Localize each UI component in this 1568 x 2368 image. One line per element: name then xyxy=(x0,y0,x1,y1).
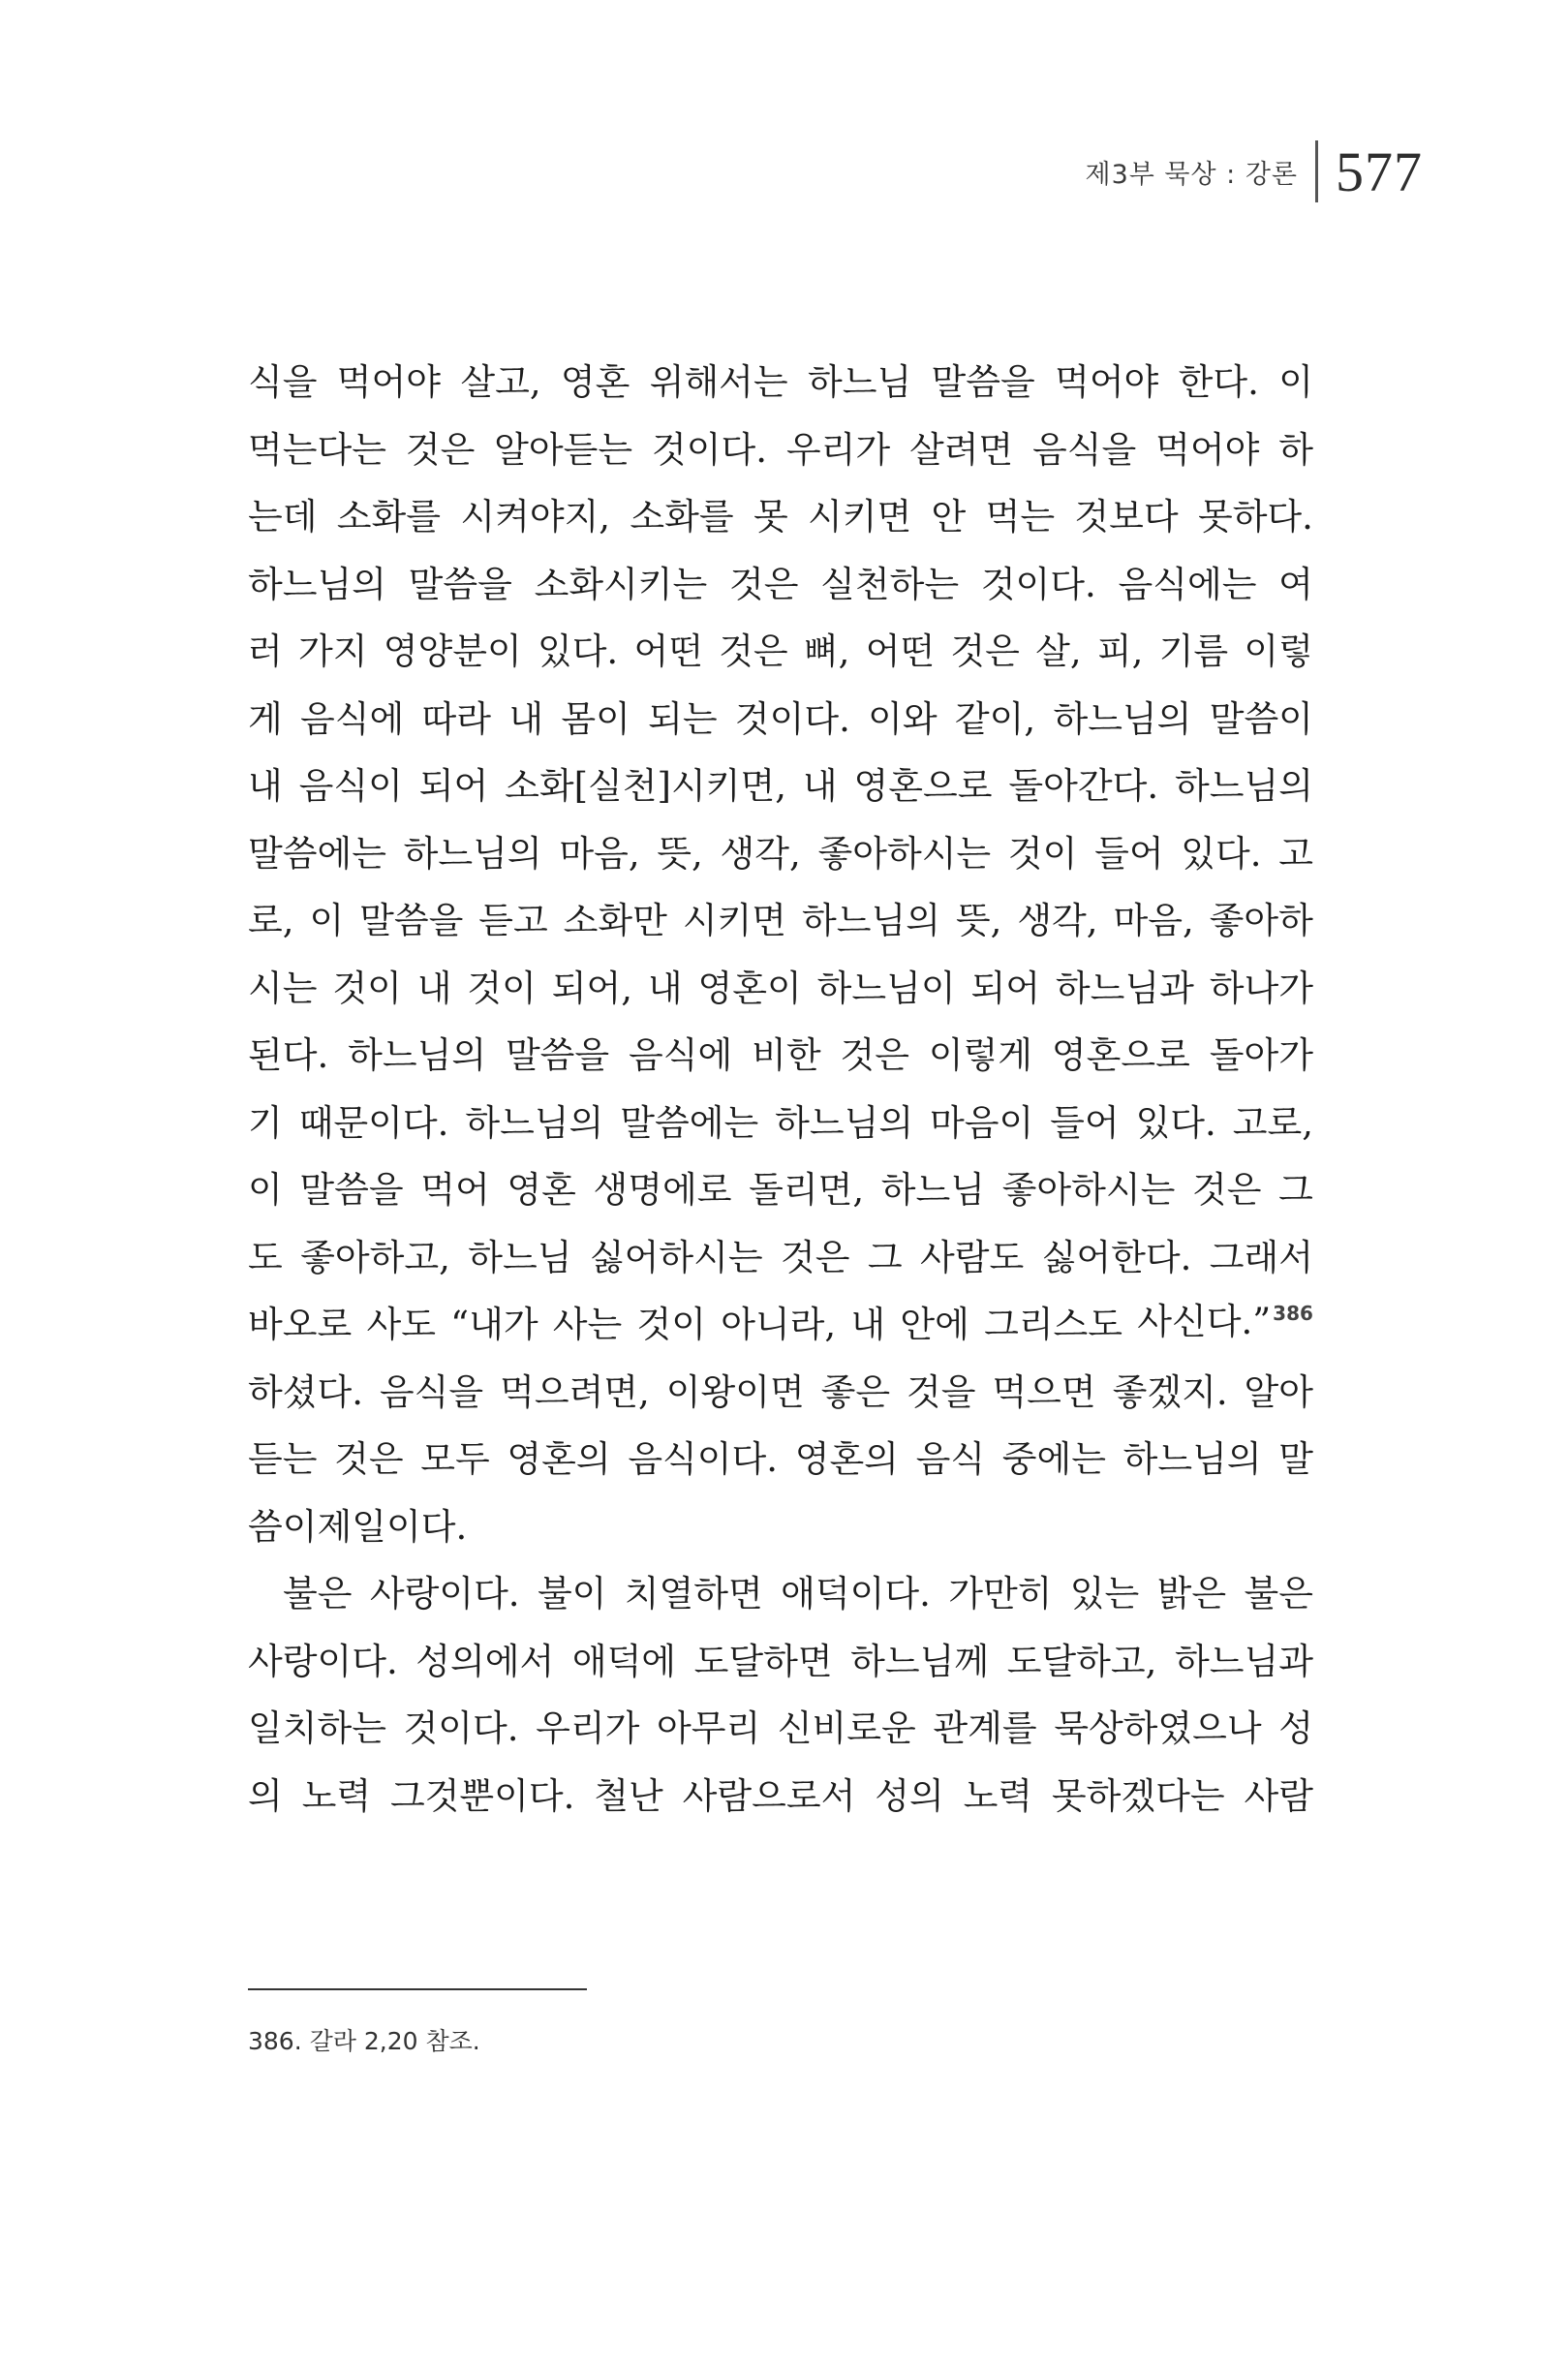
text-line xyxy=(248,1628,1313,1696)
word: 가만히 xyxy=(948,1573,1053,1615)
word: 하느님의 xyxy=(775,1101,914,1144)
word: 것은 xyxy=(719,630,788,672)
word: 음식에 xyxy=(629,1034,733,1076)
page-number: 577 xyxy=(1336,139,1423,203)
word: 도 xyxy=(248,1236,283,1278)
word: 하느님의 xyxy=(465,1101,604,1144)
word: 애덕에 xyxy=(571,1640,677,1682)
word: 좋아하 xyxy=(1209,900,1313,941)
text-line xyxy=(248,1090,1313,1157)
word: 못하겠다는 xyxy=(1051,1774,1225,1817)
word: 기 xyxy=(248,1101,283,1144)
word: 좋겠지. xyxy=(1112,1370,1228,1413)
word: 좋아하고, xyxy=(300,1236,450,1278)
word: 내 xyxy=(416,967,452,1009)
word: 살려면 xyxy=(908,428,1014,471)
word: 생각, xyxy=(720,832,801,875)
word: 말씀이 xyxy=(1209,697,1313,740)
word: 이 xyxy=(248,1169,283,1211)
word: 이와 xyxy=(868,697,938,740)
word: 성의에서 xyxy=(415,1640,555,1682)
text-line xyxy=(248,1359,1313,1427)
word: 바오로 xyxy=(248,1304,353,1345)
word: 하느님께 xyxy=(850,1640,990,1682)
word: 시키면 xyxy=(682,900,787,941)
word: 하느님과 xyxy=(1174,1640,1313,1682)
word: 기름 xyxy=(1158,630,1229,672)
word: 말 xyxy=(1278,1438,1313,1480)
word: 영양분이 xyxy=(383,630,522,672)
word: 하느님의 xyxy=(403,832,542,875)
word: 싫어하시는 xyxy=(589,1236,763,1278)
word: 영혼의 xyxy=(794,1438,899,1480)
word: 영혼 xyxy=(507,1169,576,1211)
text-line xyxy=(248,887,1313,955)
word: 위해서는 xyxy=(649,361,788,403)
word: 먹는 xyxy=(985,496,1056,538)
word: 좋아하시는 xyxy=(1001,1169,1176,1211)
word: 것이 xyxy=(1007,832,1078,875)
word: 소화를 xyxy=(630,496,734,538)
word: 하느님 xyxy=(468,1236,572,1278)
word: 있다. xyxy=(537,630,619,672)
word: 것은 xyxy=(840,1034,909,1076)
word: 식을 xyxy=(248,361,318,403)
word: 영혼으로 xyxy=(853,765,993,807)
word: 사람으로서 xyxy=(682,1774,856,1817)
word: 되어, xyxy=(551,967,633,1009)
word: 것이다. xyxy=(652,428,767,471)
word: 신비로운 xyxy=(777,1707,916,1749)
word: 내 xyxy=(850,1304,886,1345)
word: 피, xyxy=(1096,630,1144,672)
word: 것을 xyxy=(907,1370,976,1413)
word: 이렇 xyxy=(1244,630,1313,672)
word: 것이 xyxy=(467,967,537,1009)
word: 몸이 xyxy=(561,697,630,740)
word: 말씀에는 xyxy=(248,832,386,875)
word: 영혼으로 xyxy=(1051,1034,1190,1076)
word: 음식 xyxy=(915,1438,986,1480)
word: 그리스도 xyxy=(984,1304,1123,1345)
word: 것은 xyxy=(728,563,799,605)
word: 하느님의 xyxy=(801,900,940,941)
word: 음식이 xyxy=(298,765,403,807)
word: 그것뿐이다. xyxy=(389,1774,575,1817)
word: 것보다 xyxy=(1074,496,1179,538)
word: 못하다. xyxy=(1197,496,1313,538)
word: 말씀을 xyxy=(931,361,1035,403)
word: 그래서 xyxy=(1209,1236,1313,1278)
word: 것이 xyxy=(332,967,402,1009)
word: 하셨다. xyxy=(248,1370,363,1413)
word: 생명에로 xyxy=(593,1169,732,1211)
word: 사도 xyxy=(366,1304,436,1345)
word: 가지 xyxy=(298,630,368,672)
word: 내 xyxy=(508,697,544,740)
text-line-with-footnote xyxy=(248,1291,1313,1359)
word: 어떤 xyxy=(633,630,703,672)
text-line xyxy=(248,753,1313,820)
word: 알아듣는 xyxy=(494,428,633,471)
word: 도달하고, xyxy=(1006,1640,1157,1682)
word: 중에는 xyxy=(1001,1438,1106,1480)
word: 사는 xyxy=(552,1304,623,1345)
running-head xyxy=(1085,128,1423,215)
word: 고 xyxy=(1278,832,1313,875)
word: 이 xyxy=(1278,361,1313,403)
body-text xyxy=(248,349,1313,1830)
word: 불은 xyxy=(1244,1573,1313,1615)
word: 시켜야지, xyxy=(460,496,611,538)
word: 안에 xyxy=(900,1304,969,1345)
word: 하느님 xyxy=(880,1169,985,1211)
word: 그 xyxy=(1278,1169,1313,1211)
word: 말씀에는 xyxy=(620,1101,759,1144)
text-line xyxy=(248,1022,1313,1090)
word: 들어 xyxy=(1050,1101,1120,1144)
word: 소화[실천]시키면, xyxy=(505,765,786,807)
text-line xyxy=(248,1493,1313,1561)
word: 불이 xyxy=(537,1573,607,1615)
word: 듣고 xyxy=(478,900,548,941)
word: 것은 xyxy=(950,630,1020,672)
word: 돌리면, xyxy=(749,1169,865,1211)
word: 시키면 xyxy=(808,496,912,538)
word: 못 xyxy=(753,496,788,538)
word: 성의 xyxy=(875,1774,944,1817)
word: 아무리 xyxy=(656,1707,761,1749)
word: 먹어야 xyxy=(1155,428,1260,471)
word: 하느님의 xyxy=(1174,765,1313,807)
text-line xyxy=(248,551,1313,619)
word: 사람 xyxy=(1244,1774,1313,1817)
word: 로, xyxy=(248,900,294,941)
word: 사신다.” $^{386}$ xyxy=(1137,1301,1313,1342)
word: 된다. xyxy=(248,1034,329,1076)
word: 영혼 xyxy=(560,361,630,403)
word: 먹어야 xyxy=(1055,361,1159,403)
word: 의 xyxy=(248,1774,283,1817)
word: 말씀을 xyxy=(299,1169,404,1211)
word: 것은 xyxy=(1192,1169,1262,1211)
text-line xyxy=(248,483,1313,551)
word: 하느님과 xyxy=(1055,967,1194,1009)
text-line xyxy=(248,1763,1313,1830)
word: 하느님의 xyxy=(348,1034,487,1076)
word: 영혼의 xyxy=(507,1438,611,1480)
word: 것은 xyxy=(781,1236,850,1278)
text-line xyxy=(248,618,1313,686)
word: 여 xyxy=(1278,563,1313,605)
word: 내 xyxy=(647,967,683,1009)
word: 싫어한다. xyxy=(1041,1236,1192,1278)
text-line xyxy=(248,1156,1313,1224)
word: 노력 xyxy=(963,1774,1033,1817)
word: 살고, xyxy=(460,361,541,403)
text-line xyxy=(248,955,1313,1023)
word: 제일이다. xyxy=(317,1505,468,1548)
word: 내 xyxy=(802,765,838,807)
word: 같이, xyxy=(954,697,1036,740)
word: 것은 xyxy=(334,1438,404,1480)
word: 뜻, xyxy=(657,832,703,875)
word: 있는 xyxy=(1069,1573,1140,1615)
word: 사람도 xyxy=(920,1236,1025,1278)
word: 그 xyxy=(867,1236,903,1278)
word: 소화만 xyxy=(563,900,667,941)
text-line xyxy=(248,1224,1313,1292)
word: 먹어야 xyxy=(336,361,442,403)
text-line xyxy=(248,820,1313,888)
word: 시는 xyxy=(248,967,318,1009)
word: 하느님의 xyxy=(1053,697,1192,740)
text-line xyxy=(248,349,1313,416)
text-line xyxy=(248,1426,1313,1493)
word: 돌아가 xyxy=(1209,1034,1313,1076)
word: 좋은 xyxy=(820,1370,891,1413)
word: 일치하는 xyxy=(248,1707,386,1749)
word: 생각, xyxy=(1017,900,1098,941)
word: 사랑이다. xyxy=(248,1640,398,1682)
word: 뼈, xyxy=(803,630,850,672)
word: 것은 xyxy=(405,428,476,471)
word: 관계를 xyxy=(933,1707,1037,1749)
word: 실천하는 xyxy=(820,563,960,605)
word: 음식이다. xyxy=(628,1438,779,1480)
word: 있다. xyxy=(1181,832,1262,875)
word: 때문이다. xyxy=(298,1101,449,1144)
word: 말씀을 xyxy=(408,563,512,605)
word: 하나가 xyxy=(1209,967,1313,1009)
word: 먹으면 xyxy=(992,1370,1096,1413)
text-line xyxy=(248,686,1313,753)
word: 노력 xyxy=(301,1774,372,1817)
word: 마음이 xyxy=(930,1101,1034,1144)
word: 하느님의 xyxy=(248,563,386,605)
word: 안 xyxy=(931,496,967,538)
word: 되어 xyxy=(418,765,489,807)
paragraph-start-line xyxy=(248,1560,1313,1628)
word: 먹으려면, xyxy=(500,1370,650,1413)
word: 비한 xyxy=(752,1034,821,1076)
word: 것이다. xyxy=(403,1707,519,1749)
word: 철난 xyxy=(594,1774,663,1817)
word: 아니라, xyxy=(721,1304,837,1345)
word: 것이다. xyxy=(734,697,850,740)
word: 뜻, xyxy=(955,900,1002,941)
word: 듣는 xyxy=(248,1438,318,1480)
word: “내가 xyxy=(450,1304,538,1345)
word: 것이다. xyxy=(980,563,1096,605)
word: 고로, xyxy=(1232,1101,1313,1144)
word: 러 xyxy=(248,630,283,672)
word: 이 xyxy=(309,900,345,941)
word: 되는 xyxy=(648,697,718,740)
word: 소화시키는 xyxy=(534,563,708,605)
word: 좋아하시는 xyxy=(817,832,992,875)
word: 알아 xyxy=(1244,1370,1313,1413)
word: 영혼이 xyxy=(697,967,802,1009)
word: 마음, xyxy=(1113,900,1194,941)
word: 하느님의 xyxy=(1122,1438,1262,1480)
word: 음식을 xyxy=(1032,428,1137,471)
word: 한다. xyxy=(1178,361,1259,403)
word: 있다. xyxy=(1135,1101,1216,1144)
word: 음식에는 xyxy=(1118,563,1257,605)
word: 밝은 xyxy=(1156,1573,1227,1615)
word: 하느님이 xyxy=(816,967,956,1009)
word: 애덕이다. xyxy=(781,1573,931,1615)
word: 우리가 xyxy=(785,428,891,471)
word: 성 xyxy=(1278,1707,1313,1749)
word: 되어 xyxy=(970,967,1041,1009)
word: 불은 xyxy=(283,1573,353,1615)
word: 어떤 xyxy=(865,630,936,672)
word: 소화를 xyxy=(336,496,442,538)
word: 것이 xyxy=(636,1304,706,1345)
header-divider xyxy=(1315,140,1318,202)
running-title: 제3부 묵상 : 강론 xyxy=(1085,159,1298,190)
word: 하느님 xyxy=(807,361,912,403)
word: 말씀을 xyxy=(505,1034,610,1076)
footnote: 386. 갈라 2,20 참조. xyxy=(248,2027,480,2055)
word: 말씀을 xyxy=(359,900,464,941)
word: 마음, xyxy=(559,832,640,875)
word: 들어 xyxy=(1094,832,1164,875)
word: 우리가 xyxy=(536,1707,640,1749)
word: 이왕이면 xyxy=(665,1370,805,1413)
word: 음식에 xyxy=(300,697,405,740)
word: 도달하면 xyxy=(693,1640,833,1682)
word: 음식을 xyxy=(379,1370,484,1413)
word: 게 xyxy=(248,697,283,740)
word: 치열하면 xyxy=(624,1573,763,1615)
word: 하 xyxy=(1278,428,1313,471)
footnote-reference: 386 xyxy=(1273,1302,1313,1325)
word: 내 xyxy=(248,765,283,807)
word: 돌아간다. xyxy=(1008,765,1159,807)
word: 묵상하였으나 xyxy=(1054,1707,1262,1749)
word: 먹는다는 xyxy=(248,428,386,471)
footnote-divider xyxy=(248,1988,587,1990)
word: 먹어 xyxy=(420,1169,490,1211)
word: 이렇게 xyxy=(928,1034,1033,1076)
word: 살, xyxy=(1035,630,1082,672)
word: 모두 xyxy=(420,1438,490,1480)
text-line xyxy=(248,416,1313,484)
text-line xyxy=(248,1695,1313,1763)
word: 사랑이다. xyxy=(369,1573,520,1615)
word: 따라 xyxy=(421,697,492,740)
word: 씀이 xyxy=(248,1505,318,1548)
word: 는데 xyxy=(248,496,318,538)
